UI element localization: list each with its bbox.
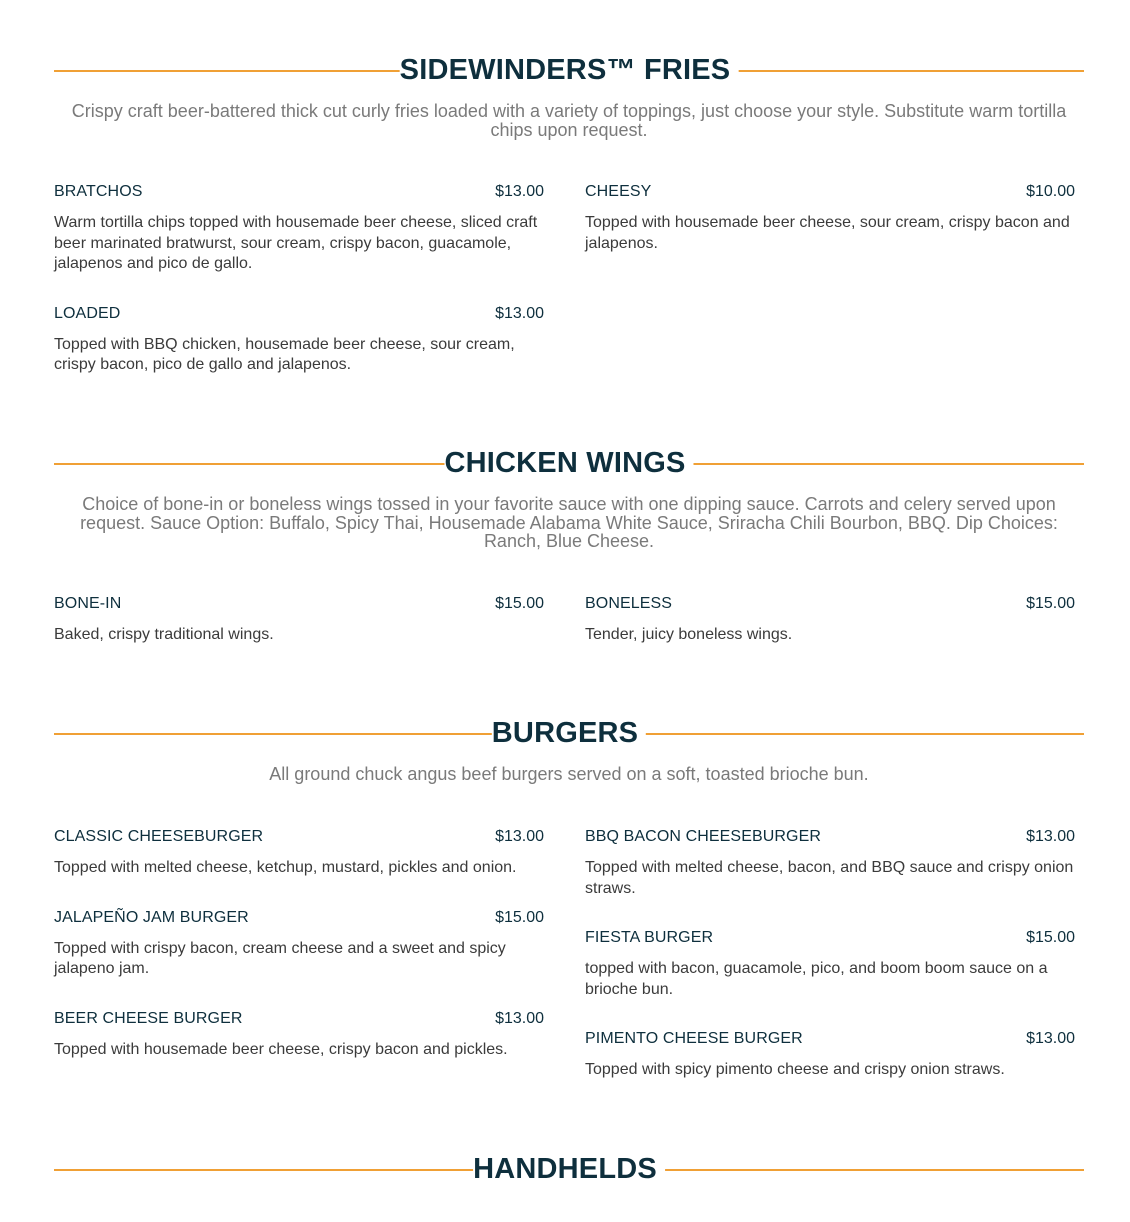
section-header [54,50,1084,90]
item-name: FIESTA BURGER [585,929,714,946]
item-description: Baked, crispy traditional wings. [54,626,274,643]
section-header [54,1149,1084,1189]
item-price: $13.00 [495,1009,544,1027]
section-chicken-wings [54,443,1084,551]
item-price: $13.00 [1026,1030,1075,1047]
item-name: PIMENTO CHEESE BURGER [585,1030,803,1047]
item-price: $10.00 [1026,183,1075,200]
menu-item [585,593,1075,646]
item-price: $15.00 [1026,929,1075,946]
item-description: Topped with BBQ chicken, housemade beer cheese, sour cream, crispy bacon, pico de gallo and jalapenos. [54,335,515,373]
item-name: BONELESS [585,595,673,612]
menu-item [585,1028,1075,1081]
item-name: JALAPEÑO JAM BURGER [54,908,249,926]
menu-item [54,907,544,980]
section-intro: All ground chuck angus beef burgers served on a soft, toasted brioche bun. [269,764,869,784]
item-price: $15.00 [1026,595,1075,612]
item-name: CHEESY [585,183,652,200]
item-name: BRATCHOS [54,183,143,200]
section-intro: Choice of bone-in or boneless wings tossed in your favorite sauce with one dipping sauce. Carrots and celery served upon request. Sauce Option: Buffalo, Spicy Thai, Housemade Alabama White Sauce, Sriracha Chili Bourbon, BBQ. Dip Choices: Ranch, Blue Cheese. [80,494,1058,551]
item-description: Topped with housemade beer cheese, sour cream, crispy bacon and jalapenos. [585,214,1070,252]
item-price: $13.00 [495,183,544,200]
section-handhelds [54,1149,1084,1189]
item-description: Topped with spicy pimento cheese and crispy onion straws. [585,1061,1005,1078]
item-name: BBQ BACON CHEESEBURGER [585,828,822,845]
item-description: Tender, juicy boneless wings. [585,626,793,643]
item-description: Topped with melted cheese, bacon, and BBQ sauce and crispy onion straws. [585,859,1074,897]
menu-item [54,303,544,376]
section-title: HANDHELDS [473,1149,665,1189]
item-description: topped with bacon, guacamole, pico, and boom boom sauce on a brioche bun. [585,960,1048,998]
menu-item [54,826,544,879]
section-title: SIDEWINDERS™ FRIES [400,50,739,90]
menu-item [54,181,544,275]
item-price: $15.00 [495,595,544,612]
section-intro: Crispy craft beer-battered thick cut curly fries loaded with a variety of toppings, just choose your style. Substitute warm tortilla chips upon request. [71,101,1067,140]
item-description: Warm tortilla chips topped with housemade beer cheese, sliced craft beer marinated bratwurst, sour cream, crispy bacon, guacamole, jalapenos and pico de gallo. [54,214,538,272]
section-burgers [54,713,1084,784]
item-price: $13.00 [495,828,544,845]
section-title: BURGERS [492,713,646,753]
item-price: $15.00 [495,908,544,926]
item-description: Topped with crispy bacon, cream cheese and a sweet and spicy jalapeno jam. [54,939,506,977]
menu-item [54,1008,544,1061]
section-header [54,443,1084,483]
menu-item [585,181,1075,254]
item-name: BONE-IN [54,595,122,612]
item-description: Topped with melted cheese, ketchup, mustard, pickles and onion. [54,859,517,876]
item-description: Topped with housemade beer cheese, crispy bacon and pickles. [54,1040,508,1058]
item-name: BEER CHEESE BURGER [54,1009,243,1027]
menu-item [585,826,1075,899]
item-price: $13.00 [1026,828,1075,845]
menu-item [54,593,544,646]
item-name: CLASSIC CHEESEBURGER [54,828,264,845]
section-title: CHICKEN WINGS [444,443,693,483]
item-price: $13.00 [495,304,544,322]
section-header [54,713,1084,753]
item-name: LOADED [54,304,121,322]
section-sidewinders-fries [54,50,1084,139]
menu-item [585,927,1075,1000]
